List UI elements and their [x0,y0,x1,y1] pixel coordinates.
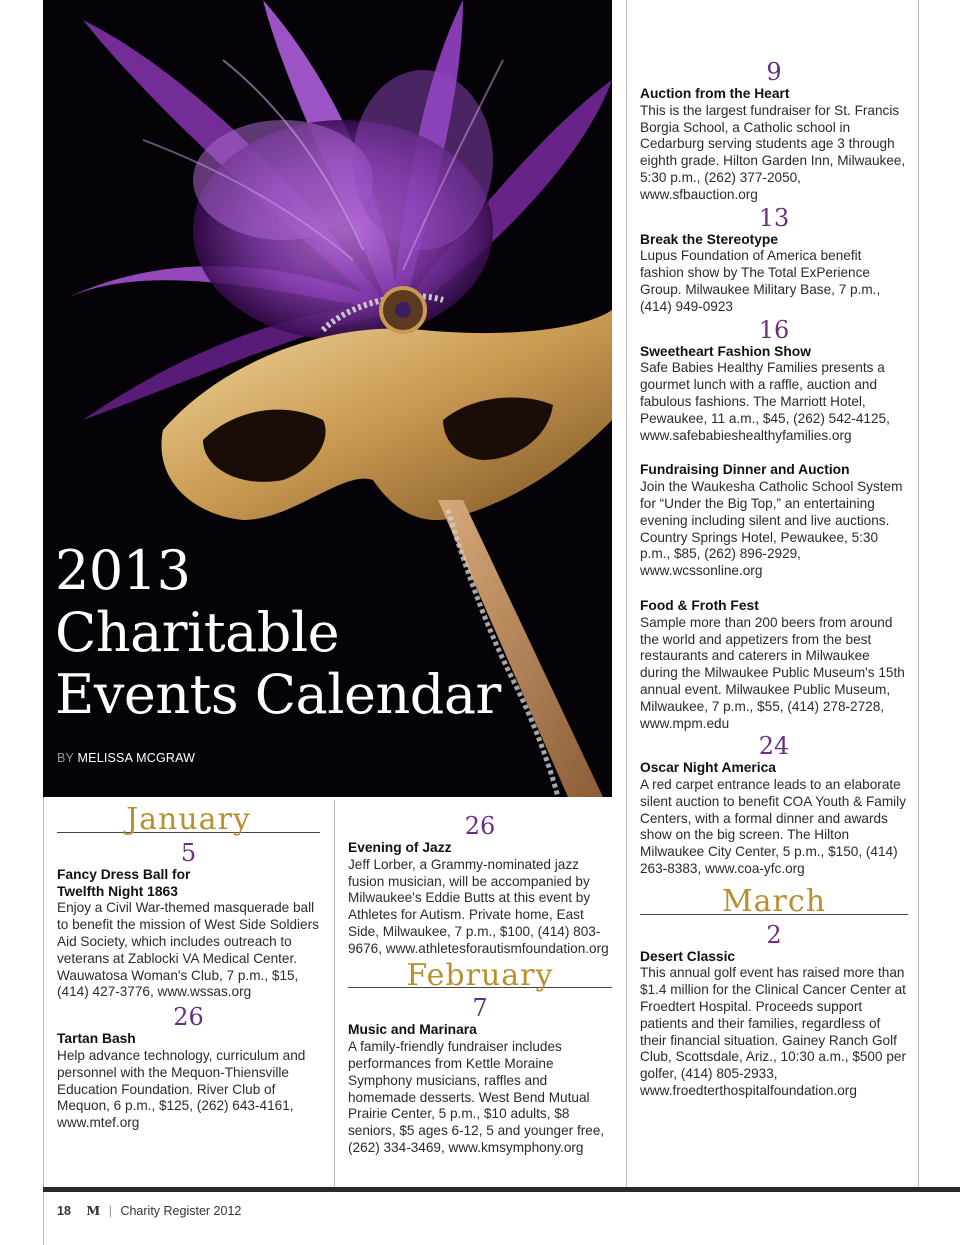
hero-photo [43,0,612,797]
event-description: A red carpet entrance leads to an elaborate silent auction to benefit COA Youth & Family Centers, with a formal dinner and awards show on the big screen. The Hilton Milwaukee City Center, 5 p.m., $150, (414) 263-8383, www.coa-yfc.org [640,777,906,877]
event-description: Join the Waukesha Catholic School System for “Under the Big Top,” an entertaining evening including silent and live auctions. Country Springs Hotel, Pewaukee, 5:30 p.m., $85, (262) 896-2929, www.wcssonline.org [640,479,903,579]
event-title: Sweetheart Fashion Show [640,343,811,359]
footer-rule [43,1187,960,1192]
column-rule-2 [626,0,627,1187]
publication-name: Charity Register 2012 [120,1204,242,1218]
event-description: This is the largest fundraiser for St. Francis Borgia School, a Catholic school in Cedarburg serving students age 3 through eighth grade. Hilton Garden Inn, Milwaukee, 5:30 p.m., (262) 377-2050, www.sfbauction.org [640,102,906,202]
byline-author: MELISSA MCGRAW [77,751,196,765]
event-spacer [640,580,908,598]
event-title: Food & Froth Fest [640,597,759,613]
event-title: Music and Marinara [348,1022,477,1038]
event-day: 26 [464,812,496,840]
event-description: Jeff Lorber, a Grammy-nominated jazz fusion musician, will be accompanied by Milwaukee's Eddie Butts at this event by Athletes for Autism. Private home, East Side, Milwaukee, 7 p.m., $100, (414) 803-9676, www.athletesforautismfoundation.org [348,856,609,956]
event-day: 7 [472,994,488,1023]
title-line-charitable: Charitable [55,601,340,664]
month-heading-march: March [640,894,908,915]
column-february-march [640,58,908,1100]
month-heading-february: February [348,968,612,989]
column-february-start [348,812,612,1157]
event-day: 24 [758,732,790,761]
event-title: Desert Classic [640,948,736,964]
event-description: Help advance technology, curriculum and personnel with the Mequon-Thiensville Education Foundation. River Club of Mequon, 6 p.m., $125, (262) 643-4161, www.mtef.org [57,1047,306,1131]
event-title: Evening of Jazz [348,840,452,855]
magazine-logo: M [86,1203,101,1218]
event-day: 2 [766,920,782,949]
event-description: This annual golf event has raised more than $1.4 million for the Clinical Cancer Center at Froedtert Hospital. Proceeds support patients and their families, regardless of their financial situation. Gainey Ranch Golf Club, Scottsdale, Ariz., 10:30 a.m., $500 per golfer, (414) 805-2933, www.froedterthospitalfoundation.org [640,965,906,1099]
column-january [57,802,320,1132]
page-title [55,540,501,726]
event-day: 16 [758,315,790,344]
byline-prefix: BY [57,751,74,765]
event-description: Safe Babies Healthy Families presents a gourmet lunch with a raffle, auction and fabulous fashions. The Marriott Hotel, Pewaukee, 11 a.m., $45, (262) 542-4125, www.safebabieshealthyfamilies.org [640,360,890,443]
event-title: Fundraising Dinner and Auction [640,462,850,478]
byline [57,751,195,765]
event-day: 5 [180,838,197,867]
event-description: Enjoy a Civil War-themed masquerade ball to benefit the mission of West Side Soldiers Aid Society, which includes outreach to veterans at Zablocki VA Medical Center. Wauwatosa Woman's Club, 7 p.m., $15, (414) 427-3776, www.wssas.org [57,900,319,1000]
event-title: Break the Stereotype [640,231,779,247]
event-description: Lupus Foundation of America benefit fashion show by The Total ExPerience Group. Milwaukee Military Base, 7 p.m., (414) 949-0923 [640,248,881,314]
event-title: Fancy Dress Ball for Twelfth Night 1863 [57,866,191,899]
month-heading-january: January [57,812,320,833]
event-spacer [640,444,908,462]
page-footer [57,1203,241,1218]
column-rule-left [43,797,44,1245]
event-description: Sample more than 200 beers from around the world and appetizers from the best restaurants and caterers in Milwaukee during the Milwaukee Public Museum's 15th annual event. Milwaukee Public Museum, Milwaukee, 7 p.m., $55, (414) 278-2728, www.mpm.edu [640,614,905,731]
page-number: 18 [57,1204,71,1218]
event-title: Auction from the Heart [640,86,790,101]
title-line-year: 2013 [55,539,191,602]
column-rule-1 [334,800,335,1187]
event-day: 13 [758,203,790,232]
event-title: Tartan Bash [57,1031,136,1047]
event-day: 26 [173,1003,204,1032]
column-rule-right [918,0,919,1187]
event-description: A family-friendly fundraiser includes performances from Kettle Moraine Symphony musicians, raffles and homemade desserts. West Bend Mutual Prairie Center, 5 p.m., $10 adults, $8 seniors, $5 ages 6-12, 5 and younger free, (262) 334-3469, www.kmsymphony.org [348,1039,605,1155]
event-day: 9 [766,58,782,86]
footer-separator: | [108,1204,112,1218]
event-title: Oscar Night America [640,760,776,776]
title-line-events-calendar: Events Calendar [55,663,501,726]
